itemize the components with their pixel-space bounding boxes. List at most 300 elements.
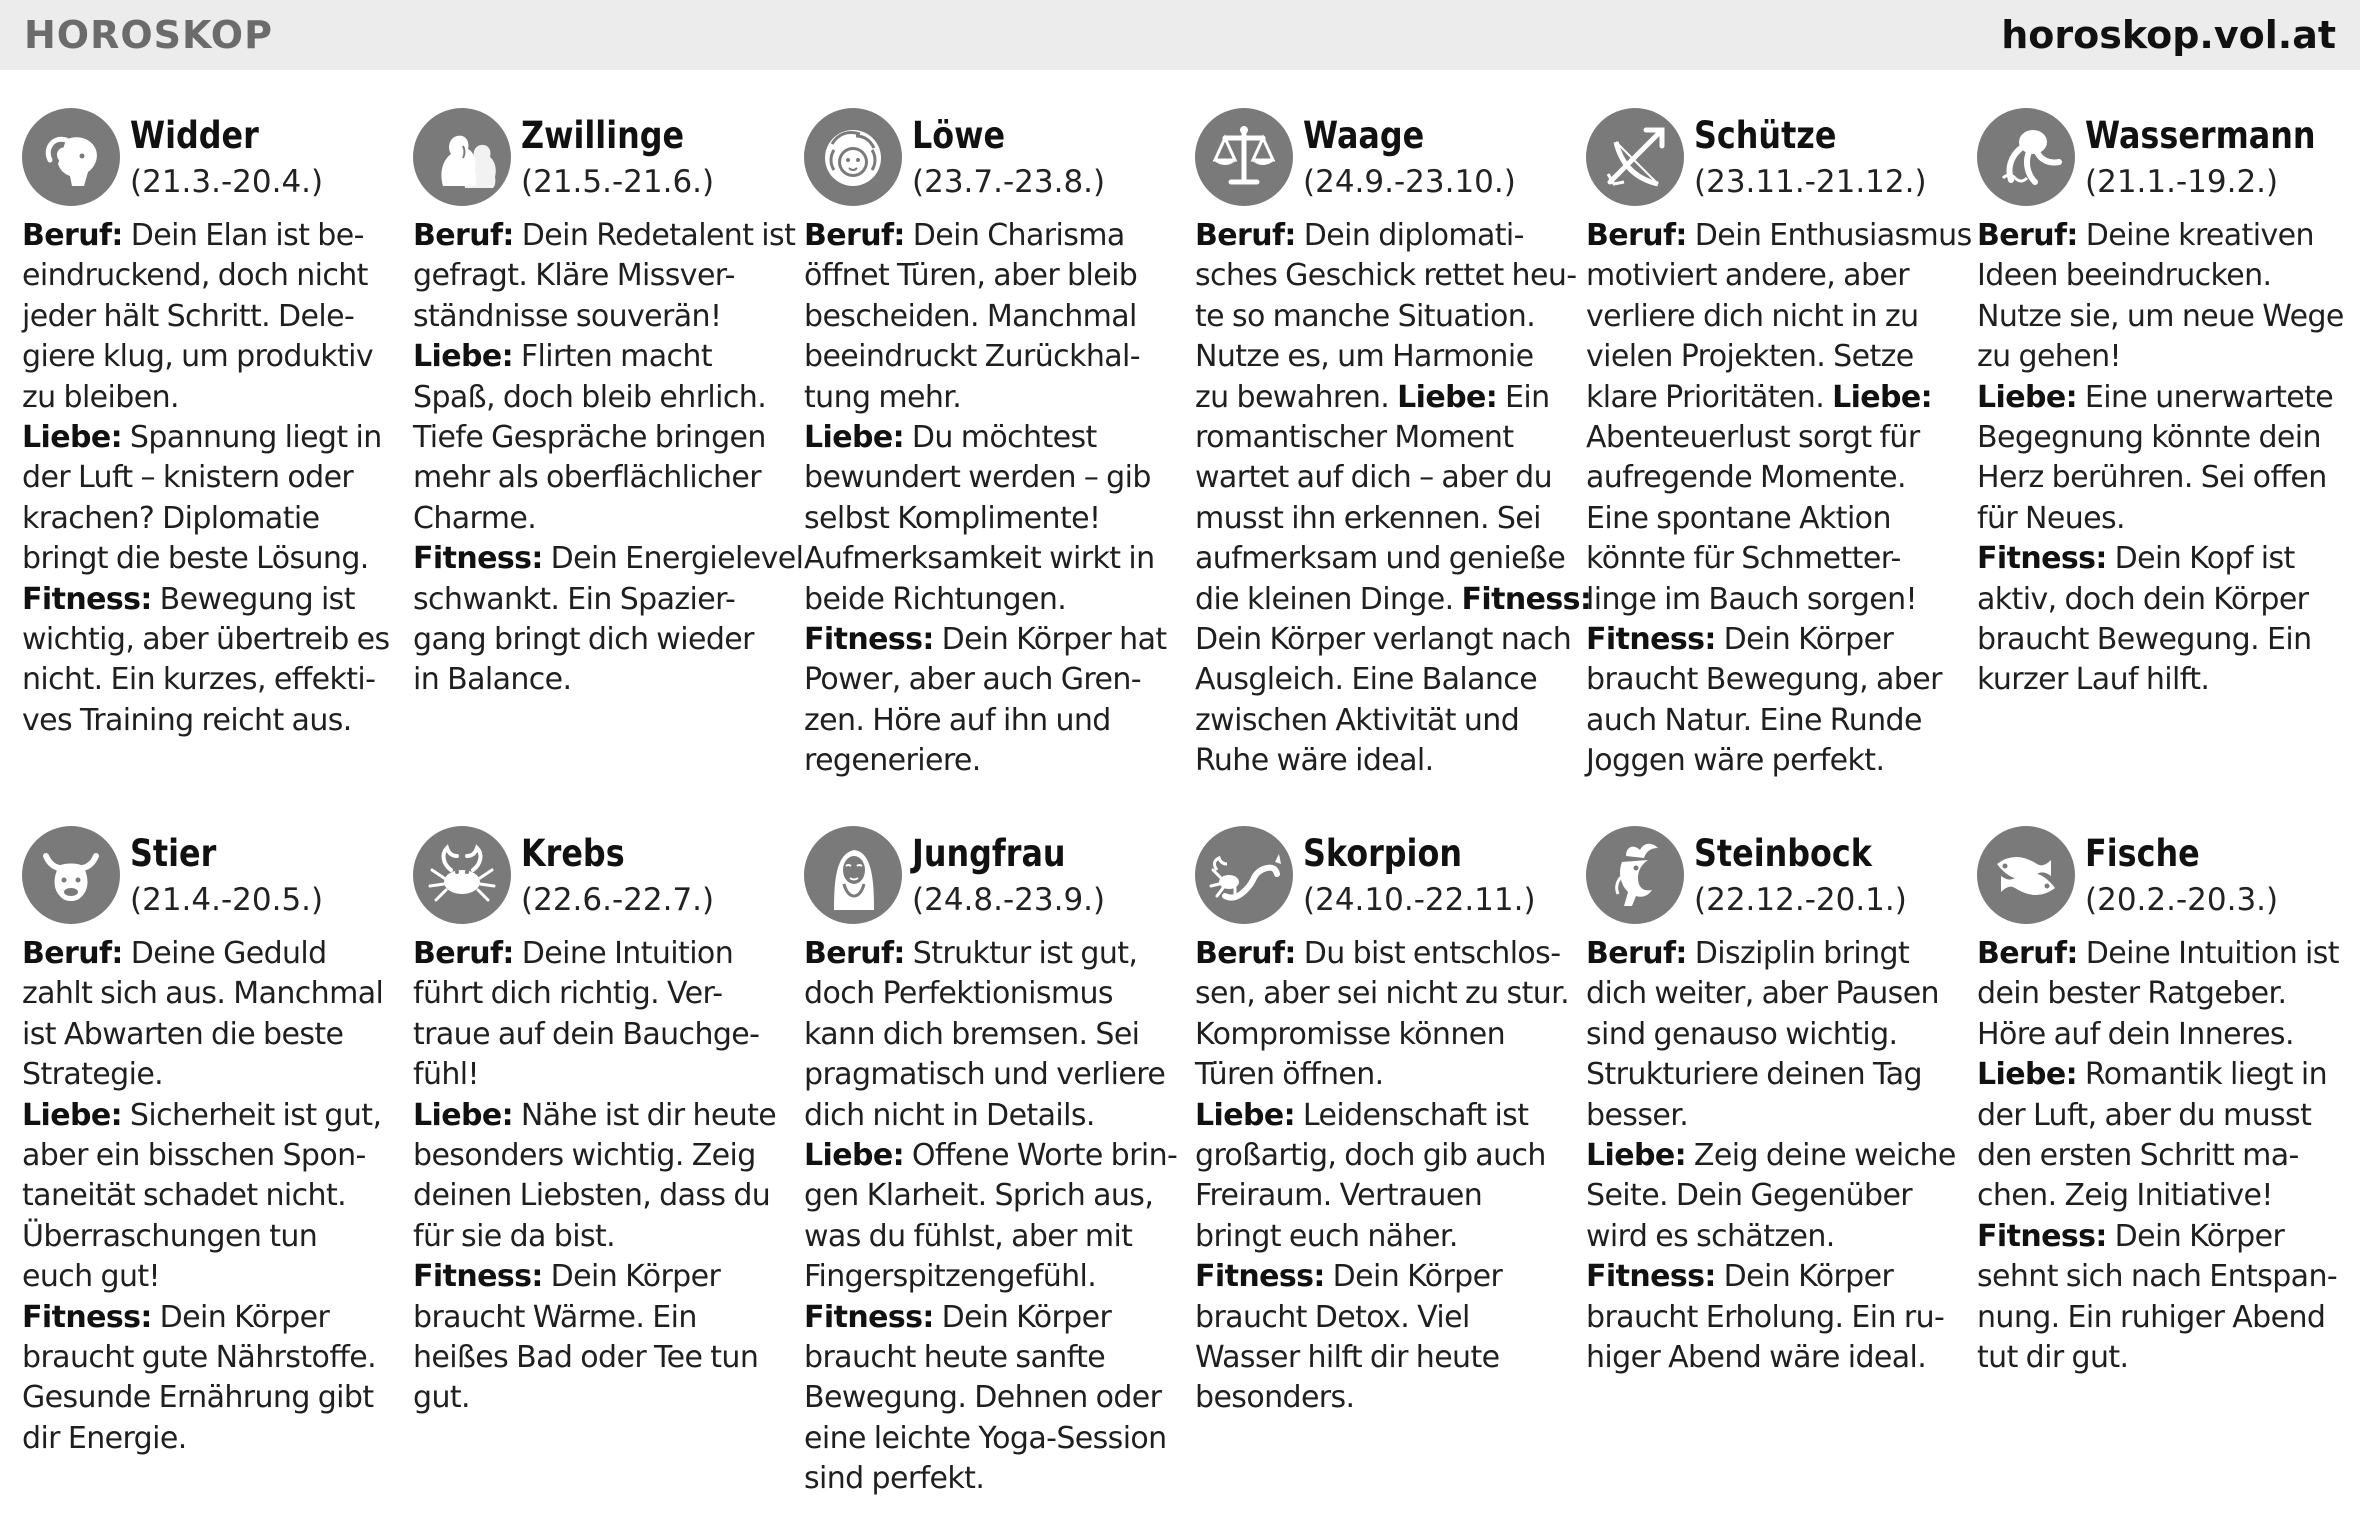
text-segment: Ausgleich. Eine Balance	[1195, 662, 1538, 698]
sign-date: (24.10.-22.11.)	[1303, 882, 1536, 918]
text-line	[1586, 216, 1972, 256]
text-segment: jeder hält Schritt. Dele-	[22, 298, 355, 334]
section-label: Liebe:	[1832, 379, 1933, 415]
text-line	[1977, 1176, 2347, 1216]
text-segment: ständnisse souverän!	[413, 298, 722, 334]
text-segment: Dein Körper	[151, 1299, 330, 1335]
text-segment: Überraschungen tun	[22, 1218, 318, 1254]
text-line	[1195, 1096, 1565, 1136]
text-line	[413, 539, 804, 579]
text-segment: Fingerspitzengefühl.	[804, 1259, 1097, 1295]
text-line	[804, 378, 1174, 418]
text-segment: der Luft, aber du musst	[1977, 1097, 2312, 1133]
sign-header	[22, 826, 392, 934]
text-segment: regeneriere.	[804, 743, 981, 779]
text-line	[804, 337, 1174, 377]
text-segment: Dein Körper verlangt nach	[1195, 622, 1572, 658]
text-segment: Spaß, doch bleib ehrlich.	[413, 379, 767, 415]
text-line	[1195, 974, 1570, 1014]
section-label: Fitness:	[1195, 1259, 1325, 1295]
sign-waage	[1195, 108, 1592, 782]
sign-wassermann	[1977, 108, 2347, 701]
text-line	[22, 337, 392, 377]
text-line	[804, 1136, 1178, 1176]
text-line	[1586, 378, 1956, 418]
text-segment: deinen Liebsten, dass du	[413, 1178, 771, 1214]
text-line	[1586, 539, 1956, 579]
text-line	[1977, 378, 2347, 418]
text-line	[22, 701, 392, 741]
taurus-icon	[22, 826, 120, 924]
text-segment: selbst Komplimente!	[804, 500, 1101, 536]
section-label: Liebe:	[1586, 1138, 1686, 1174]
section-label: Liebe:	[22, 420, 122, 456]
text-line	[804, 1338, 1174, 1378]
virgo-icon	[804, 826, 902, 924]
text-line	[413, 418, 783, 458]
text-segment: linge im Bauch sorgen!	[1586, 581, 1917, 617]
text-line	[22, 1298, 392, 1338]
text-segment: nung. Ein ruhiger Abend	[1977, 1299, 2326, 1335]
text-segment: musst ihn erkennen. Sei	[1195, 500, 1541, 536]
text-segment: Deine Intuition ist	[2077, 936, 2339, 971]
horoscope-text	[1586, 216, 1972, 782]
text-segment: wartet auf dich – aber du	[1195, 460, 1553, 496]
sign-name: Zwillinge	[521, 114, 685, 157]
text-segment: zwischen Aktivität und	[1195, 702, 1520, 738]
sagittarius-icon	[1586, 108, 1684, 206]
text-segment: besser.	[1586, 1097, 1689, 1133]
text-line	[1195, 539, 1565, 579]
text-segment: wichtig, aber übertreib es	[22, 622, 390, 658]
text-line	[413, 660, 783, 700]
text-line	[1586, 499, 1956, 539]
text-line	[1977, 337, 2347, 377]
text-segment: doch Perfektionismus	[804, 976, 1113, 1012]
text-line	[1977, 216, 2347, 256]
text-line	[804, 539, 1174, 579]
text-segment: aktiv, doch dein Körper	[1977, 581, 2309, 617]
text-segment: braucht Detox. Viel	[1195, 1299, 1470, 1335]
text-line	[1977, 1217, 2347, 1257]
text-segment: Ideen beeindrucken.	[1977, 258, 2272, 294]
text-segment: braucht Wärme. Ein	[413, 1299, 697, 1335]
text-segment: in Balance.	[413, 662, 572, 698]
text-line	[804, 1378, 1174, 1418]
text-segment: Freiraum. Vertrauen	[1195, 1178, 1483, 1214]
text-segment: gefragt. Kläre Missver-	[413, 258, 735, 294]
text-line	[1195, 499, 1565, 539]
text-segment: Strategie.	[22, 1057, 164, 1093]
text-line	[1977, 499, 2347, 539]
text-line	[22, 378, 392, 418]
horoscope-text	[1977, 934, 2347, 1378]
text-line	[1586, 418, 1956, 458]
text-line	[413, 1257, 783, 1297]
text-line	[1195, 1136, 1565, 1176]
section-label: Fitness:	[1977, 1218, 2107, 1254]
section-label: Liebe:	[1977, 1057, 2077, 1093]
text-line	[1977, 620, 2347, 660]
text-line	[1586, 297, 1956, 337]
text-segment: pragmatisch und verliere	[804, 1057, 1166, 1093]
text-line	[413, 1096, 783, 1136]
text-segment: zu bewahren.	[1195, 379, 1398, 415]
section-label: Liebe:	[413, 339, 513, 375]
text-line	[804, 1055, 1174, 1095]
text-segment: bringt die beste Lösung.	[22, 541, 369, 577]
sign-name: Skorpion	[1303, 832, 1462, 875]
pisces-icon	[1977, 826, 2075, 924]
text-segment: giere klug, um produktiv	[22, 339, 374, 375]
text-segment: könnte für Schmetter-	[1586, 541, 1901, 577]
section-label: Beruf:	[1195, 218, 1296, 253]
text-line	[1977, 1257, 2347, 1297]
text-segment: öffnet Türen, aber bleib	[804, 258, 1138, 294]
text-line	[1586, 1136, 1956, 1176]
text-line	[22, 1176, 392, 1216]
text-line	[804, 499, 1174, 539]
text-segment: Power, aber auch Gren-	[804, 662, 1141, 698]
section-label: Liebe:	[413, 1097, 513, 1133]
section-label: Beruf:	[804, 936, 905, 971]
text-segment: zu gehen!	[1977, 339, 2121, 375]
text-line	[1586, 741, 1956, 781]
text-segment: Dein Körper	[933, 1299, 1112, 1335]
text-line	[22, 539, 392, 579]
text-segment: Höre auf dein Inneres.	[1977, 1016, 2294, 1052]
sign-name: Fische	[2085, 832, 2200, 875]
text-segment: Du bist entschlos-	[1295, 936, 1561, 971]
sign-widder	[22, 108, 392, 741]
text-line	[413, 974, 783, 1014]
text-line	[1195, 297, 1565, 337]
text-segment: te so manche Situation.	[1195, 298, 1536, 334]
text-line	[1977, 297, 2347, 337]
text-line	[1195, 934, 1565, 974]
text-line	[22, 620, 392, 660]
text-line	[22, 580, 392, 620]
text-line	[22, 418, 392, 458]
text-line	[804, 701, 1174, 741]
text-line	[1195, 418, 1565, 458]
text-line	[804, 1015, 1174, 1055]
text-line	[22, 1378, 392, 1418]
aquarius-icon	[1977, 108, 2075, 206]
text-line	[413, 337, 783, 377]
text-segment: krachen? Diplomatie	[22, 500, 320, 536]
text-line	[1195, 1217, 1565, 1257]
text-segment: aufmerksam und genieße	[1195, 541, 1566, 577]
text-segment: Nähe ist dir heute	[512, 1097, 777, 1133]
text-segment: Abenteuerlust sorgt für	[1586, 420, 1920, 456]
text-segment: Dein Enthusiasmus	[1686, 218, 1972, 253]
text-segment: romantischer Moment	[1195, 420, 1514, 456]
text-segment: gen Klarheit. Sprich aus,	[804, 1178, 1154, 1214]
page-header	[0, 0, 2360, 70]
text-line	[413, 458, 783, 498]
text-segment: besonders.	[1195, 1380, 1355, 1416]
sign-name: Schütze	[1694, 114, 1837, 157]
text-segment: Dein Kopf ist	[2106, 541, 2295, 577]
text-segment: Du möchtest	[903, 420, 1097, 456]
text-line	[1586, 580, 1956, 620]
text-segment: Deine kreativen	[2077, 218, 2314, 253]
text-line	[1977, 974, 2347, 1014]
text-line	[1195, 458, 1565, 498]
text-segment: dein bester Ratgeber.	[1977, 976, 2287, 1012]
text-line	[413, 1217, 783, 1257]
site-url[interactable]: horoskop.vol.at	[2001, 13, 2336, 57]
text-segment: chen. Zeig Initiative!	[1977, 1178, 2273, 1214]
text-segment: Charme.	[413, 500, 537, 536]
text-line	[1977, 1055, 2347, 1095]
text-line	[804, 620, 1174, 660]
text-segment: braucht gute Nährstoffe.	[22, 1340, 377, 1376]
text-segment: Türen öffnen.	[1195, 1057, 1384, 1093]
text-segment: großartig, doch gib auch	[1195, 1138, 1546, 1174]
text-line	[1586, 660, 1956, 700]
text-segment: Ruhe wäre ideal.	[1195, 743, 1434, 779]
sign-header	[413, 108, 783, 216]
text-line	[804, 216, 1174, 256]
text-segment: den ersten Schritt ma-	[1977, 1138, 2299, 1174]
text-line	[1977, 1136, 2347, 1176]
sign-header	[1977, 108, 2347, 216]
sign-header	[22, 108, 392, 216]
text-line	[1195, 580, 1592, 620]
sign-name: Wassermann	[2085, 114, 2316, 157]
text-line	[804, 741, 1174, 781]
text-line	[1977, 418, 2347, 458]
sign-date: (22.12.-20.1.)	[1694, 882, 1907, 918]
text-line	[1586, 1015, 1956, 1055]
sign-date: (23.11.-21.12.)	[1694, 164, 1927, 200]
text-segment: Sicherheit ist gut,	[121, 1097, 382, 1133]
section-label: Fitness:	[1461, 581, 1592, 617]
cancer-icon	[413, 826, 511, 924]
text-segment: sen, aber sei nicht zu stur.	[1195, 976, 1570, 1012]
text-segment: sind perfekt.	[804, 1461, 985, 1497]
text-segment: gut.	[413, 1380, 470, 1416]
text-segment: Dein Körper	[2106, 1218, 2285, 1254]
sign-date: (22.6.-22.7.)	[521, 882, 715, 918]
text-line	[22, 1055, 392, 1095]
text-line	[22, 1217, 392, 1257]
text-segment: Dein Körper	[542, 1259, 721, 1295]
text-line	[1977, 1298, 2347, 1338]
sign-date: (21.4.-20.5.)	[130, 882, 324, 918]
sign-zwillinge	[413, 108, 804, 701]
text-line	[1586, 974, 1956, 1014]
text-segment: Nutze sie, um neue Wege	[1977, 298, 2344, 334]
text-line	[1977, 1338, 2347, 1378]
sign-name: Widder	[130, 114, 259, 157]
text-segment: bescheiden. Manchmal	[804, 298, 1137, 334]
text-line	[1195, 1015, 1565, 1055]
section-label: Fitness:	[413, 1259, 543, 1295]
section-label: Beruf:	[413, 936, 514, 971]
sign-date: (21.1.-19.2.)	[2085, 164, 2279, 200]
text-segment: taneität schadet nicht.	[22, 1178, 347, 1214]
text-line	[1977, 458, 2347, 498]
text-segment: Dein Körper hat	[933, 622, 1167, 658]
section-label: Fitness:	[1586, 622, 1716, 658]
text-segment: Joggen wäre perfekt.	[1586, 743, 1885, 779]
sign-name: Löwe	[912, 114, 1006, 157]
text-segment: Seite. Dein Gegenüber	[1586, 1178, 1913, 1214]
text-line	[413, 499, 783, 539]
horoscope-text	[413, 216, 804, 701]
sign-skorpion	[1195, 826, 1570, 1419]
text-line	[804, 297, 1174, 337]
text-line	[22, 1015, 392, 1055]
text-segment: sind genauso wichtig.	[1586, 1016, 1898, 1052]
text-line	[804, 1419, 1174, 1459]
scorpio-icon	[1195, 826, 1293, 924]
horoscope-text	[413, 934, 783, 1419]
sign-date: (23.7.-23.8.)	[912, 164, 1106, 200]
text-line	[413, 1055, 783, 1095]
text-segment: Wasser hilft dir heute	[1195, 1340, 1500, 1376]
section-label: Liebe:	[22, 1097, 122, 1133]
text-line	[413, 1338, 783, 1378]
text-line	[22, 660, 392, 700]
section-label: Beruf:	[1195, 936, 1296, 971]
text-line	[413, 1136, 783, 1176]
text-line	[1195, 378, 1565, 418]
text-line	[804, 1217, 1174, 1257]
text-segment: Dein Körper	[1324, 1259, 1503, 1295]
text-line	[1977, 934, 2347, 974]
text-line	[22, 1419, 392, 1459]
text-line	[1977, 660, 2347, 700]
text-segment: Deine Geduld	[122, 936, 327, 971]
text-segment: braucht Bewegung. Ein	[1977, 622, 2312, 658]
section-label: Fitness:	[1586, 1259, 1716, 1295]
text-segment: Romantik liegt in	[2076, 1057, 2328, 1093]
text-segment: higer Abend wäre ideal.	[1586, 1340, 1927, 1376]
sign-header	[1586, 108, 1956, 216]
text-line	[22, 1338, 392, 1378]
text-segment: zahlt sich aus. Manchmal	[22, 976, 384, 1012]
horoscope-text	[804, 216, 1174, 782]
sign-header	[804, 826, 1174, 934]
text-line	[1586, 1298, 1956, 1338]
horoscope-text	[1195, 216, 1592, 782]
text-segment: Dein diplomati-	[1295, 218, 1524, 253]
text-line	[22, 499, 392, 539]
text-line	[1977, 539, 2347, 579]
text-line	[22, 297, 392, 337]
leo-icon	[804, 108, 902, 206]
text-line	[413, 580, 783, 620]
text-segment: Nutze es, um Harmonie	[1195, 339, 1534, 375]
text-segment: Gesunde Ernährung gibt	[22, 1380, 374, 1416]
text-line	[1586, 1055, 1956, 1095]
text-segment: beide Richtungen.	[804, 581, 1067, 617]
text-segment: aber ein bisschen Spon-	[22, 1138, 366, 1174]
text-segment: mehr als oberflächlicher	[413, 460, 761, 496]
text-segment: Tiefe Gespräche bringen	[413, 420, 766, 456]
text-line	[1586, 458, 1956, 498]
text-line	[804, 660, 1174, 700]
text-segment: Offene Worte brin-	[903, 1138, 1178, 1174]
text-line	[1977, 256, 2347, 296]
text-line	[1195, 1257, 1565, 1297]
section-label: Beruf:	[22, 218, 123, 253]
section-label: Fitness:	[22, 1299, 152, 1335]
text-line	[804, 1298, 1174, 1338]
text-segment: fühl!	[413, 1057, 479, 1093]
text-segment: Ein	[1497, 379, 1550, 415]
text-line	[804, 1176, 1174, 1216]
text-line	[1977, 1015, 2347, 1055]
text-segment: kann dich bremsen. Sei	[804, 1016, 1140, 1052]
horoscope-text	[804, 934, 1178, 1500]
horoscope-text	[1977, 216, 2347, 701]
text-line	[22, 1136, 392, 1176]
text-line	[1586, 1257, 1956, 1297]
text-line	[1977, 1096, 2347, 1136]
text-segment: Deine Intuition	[513, 936, 734, 971]
text-line	[1195, 1298, 1565, 1338]
text-segment: klare Prioritäten.	[1586, 379, 1833, 415]
text-segment: schwankt. Ein Spazier-	[413, 581, 736, 617]
text-line	[1586, 1096, 1956, 1136]
capricorn-icon	[1586, 826, 1684, 924]
text-segment: braucht heute sanfte	[804, 1340, 1106, 1376]
text-segment: nicht. Ein kurzes, effekti-	[22, 662, 376, 698]
sign-header	[804, 108, 1174, 216]
sign-date: (21.3.-20.4.)	[130, 164, 324, 200]
text-line	[1195, 660, 1565, 700]
text-line	[1586, 337, 1956, 377]
sign-name: Stier	[130, 832, 217, 875]
text-line	[804, 418, 1174, 458]
text-segment: gang bringt dich wieder	[413, 622, 754, 658]
sign-schütze	[1586, 108, 1972, 782]
text-segment: Leidenschaft ist	[1294, 1097, 1529, 1133]
text-segment: aufregende Momente.	[1586, 460, 1906, 496]
sign-jungfrau	[804, 826, 1178, 1500]
text-line	[804, 580, 1174, 620]
text-line	[1195, 337, 1565, 377]
text-line	[804, 1096, 1174, 1136]
sign-name: Waage	[1303, 114, 1425, 157]
text-line	[1586, 1338, 1956, 1378]
sign-date: (20.2.-20.3.)	[2085, 882, 2279, 918]
text-line	[1195, 256, 1577, 296]
text-segment: die kleinen Dinge.	[1195, 581, 1462, 617]
sign-header	[1195, 826, 1565, 934]
sign-name: Krebs	[521, 832, 625, 875]
text-line	[804, 256, 1174, 296]
text-line	[22, 458, 392, 498]
text-segment: zen. Höre auf ihn und	[804, 702, 1111, 738]
text-segment: bringt euch näher.	[1195, 1218, 1458, 1254]
text-segment: Dein Redetalent ist	[513, 218, 796, 253]
section-label: Fitness:	[1977, 541, 2107, 577]
text-segment: wird es schätzen.	[1586, 1218, 1835, 1254]
text-line	[1195, 216, 1565, 256]
text-line	[22, 1257, 392, 1297]
text-segment: Dein Charisma	[904, 218, 1125, 253]
text-line	[413, 620, 783, 660]
sign-header	[413, 826, 783, 934]
text-line	[22, 934, 392, 974]
text-line	[804, 1459, 1174, 1499]
